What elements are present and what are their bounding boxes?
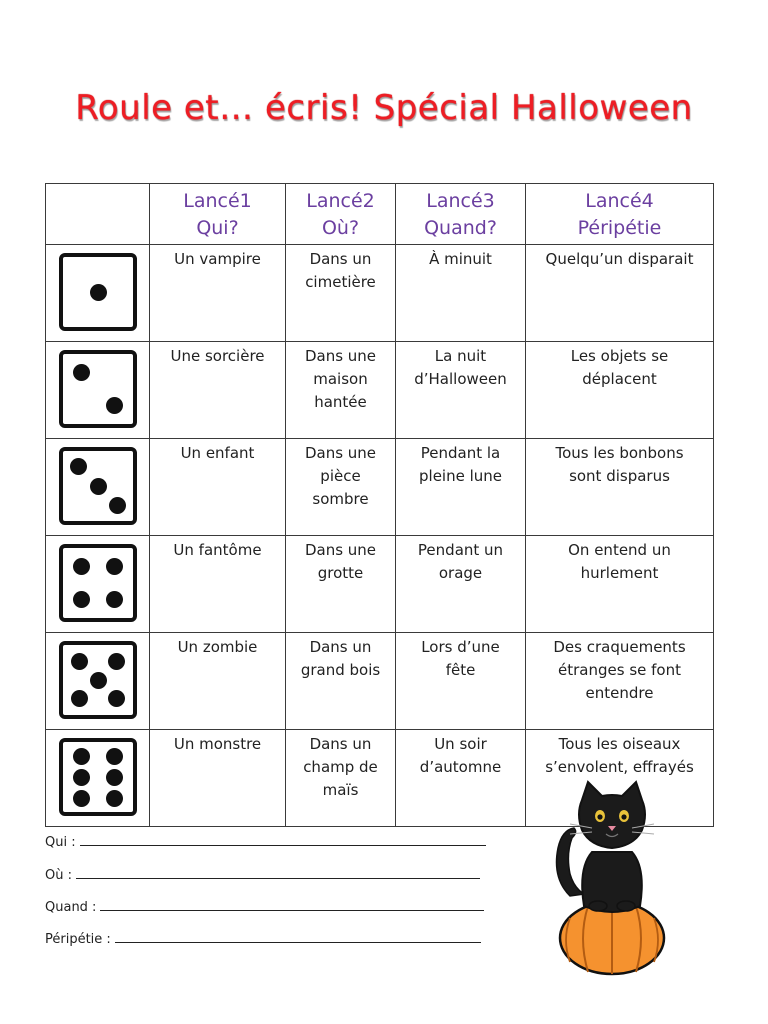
write-line[interactable]	[100, 900, 484, 911]
die-face-3-icon	[59, 447, 137, 525]
die-pip	[90, 284, 107, 301]
header-lance3: Lancé3 Quand?	[396, 184, 526, 245]
die-pip	[108, 653, 125, 670]
black-cat-on-pumpkin-illustration	[548, 778, 676, 978]
cell-quand: Pendant un orage	[396, 536, 526, 633]
cell-quand: Pendant la pleine lune	[396, 439, 526, 536]
table-row	[46, 633, 714, 730]
die-pip	[73, 748, 90, 765]
header-lance2: Lancé2 Où?	[286, 184, 396, 245]
die-pip	[106, 397, 123, 414]
cell-qui: Une sorcière	[150, 342, 286, 439]
table-row	[46, 536, 714, 633]
die-pip	[73, 790, 90, 807]
cell-quand: Lors d’une fête	[396, 633, 526, 730]
die-pip	[106, 769, 123, 786]
die-pip	[106, 558, 123, 575]
cell-quand: À minuit	[396, 245, 526, 342]
die-pip	[90, 478, 107, 495]
die-pip	[108, 690, 125, 707]
die-face-6-icon	[59, 738, 137, 816]
die-cell	[46, 245, 150, 342]
die-pip	[71, 690, 88, 707]
form-line-peripetie: Péripétie :	[45, 932, 481, 947]
header-empty	[46, 184, 150, 245]
write-line[interactable]	[115, 932, 481, 943]
die-pip	[109, 497, 126, 514]
cell-ou: Dans un cimetière	[286, 245, 396, 342]
write-line[interactable]	[80, 835, 486, 846]
die-pip	[106, 591, 123, 608]
write-line[interactable]	[76, 868, 480, 879]
cell-qui: Un enfant	[150, 439, 286, 536]
cell-peripetie: Tous les bonbons sont disparus	[526, 439, 714, 536]
cell-qui: Un zombie	[150, 633, 286, 730]
die-pip	[106, 790, 123, 807]
cell-quand: Un soir d’automne	[396, 730, 526, 827]
dice-table	[45, 183, 714, 827]
cell-qui: Un monstre	[150, 730, 286, 827]
table-header-row	[46, 184, 714, 245]
die-pip	[70, 458, 87, 475]
die-face-2-icon	[59, 350, 137, 428]
cell-ou: Dans une pièce sombre	[286, 439, 396, 536]
die-pip	[73, 364, 90, 381]
die-pip	[106, 748, 123, 765]
form-line-qui: Qui :	[45, 835, 486, 850]
die-face-4-icon	[59, 544, 137, 622]
cell-peripetie: Les objets se déplacent	[526, 342, 714, 439]
die-face-5-icon	[59, 641, 137, 719]
die-pip	[73, 769, 90, 786]
die-cell	[46, 342, 150, 439]
cell-ou: Dans une maison hantée	[286, 342, 396, 439]
cell-qui: Un fantôme	[150, 536, 286, 633]
die-cell	[46, 730, 150, 827]
die-cell	[46, 439, 150, 536]
die-pip	[73, 591, 90, 608]
die-pip	[73, 558, 90, 575]
cell-ou: Dans un grand bois	[286, 633, 396, 730]
cell-peripetie: Tous les oiseaux s’envolent, effrayés	[526, 730, 714, 827]
cell-peripetie: On entend un hurlement	[526, 536, 714, 633]
die-cell	[46, 536, 150, 633]
cell-peripetie: Quelqu’un disparait	[526, 245, 714, 342]
table-row	[46, 245, 714, 342]
cell-ou: Dans une grotte	[286, 536, 396, 633]
die-pip	[90, 672, 107, 689]
table-row	[46, 342, 714, 439]
form-line-quand: Quand :	[45, 900, 484, 915]
die-face-1-icon	[59, 253, 137, 331]
die-cell	[46, 633, 150, 730]
page-title: Roule et… écris! Spécial Halloween	[75, 88, 693, 128]
cell-quand: La nuit d’Halloween	[396, 342, 526, 439]
cell-peripetie: Des craquements étranges se font entendre	[526, 633, 714, 730]
cell-ou: Dans un champ de maïs	[286, 730, 396, 827]
cat-icon	[557, 782, 655, 912]
header-lance1: Lancé1 Qui?	[150, 184, 286, 245]
table-row	[46, 439, 714, 536]
header-lance4: Lancé4 Péripétie	[526, 184, 714, 245]
cell-qui: Un vampire	[150, 245, 286, 342]
die-pip	[71, 653, 88, 670]
form-line-ou: Où :	[45, 868, 480, 883]
